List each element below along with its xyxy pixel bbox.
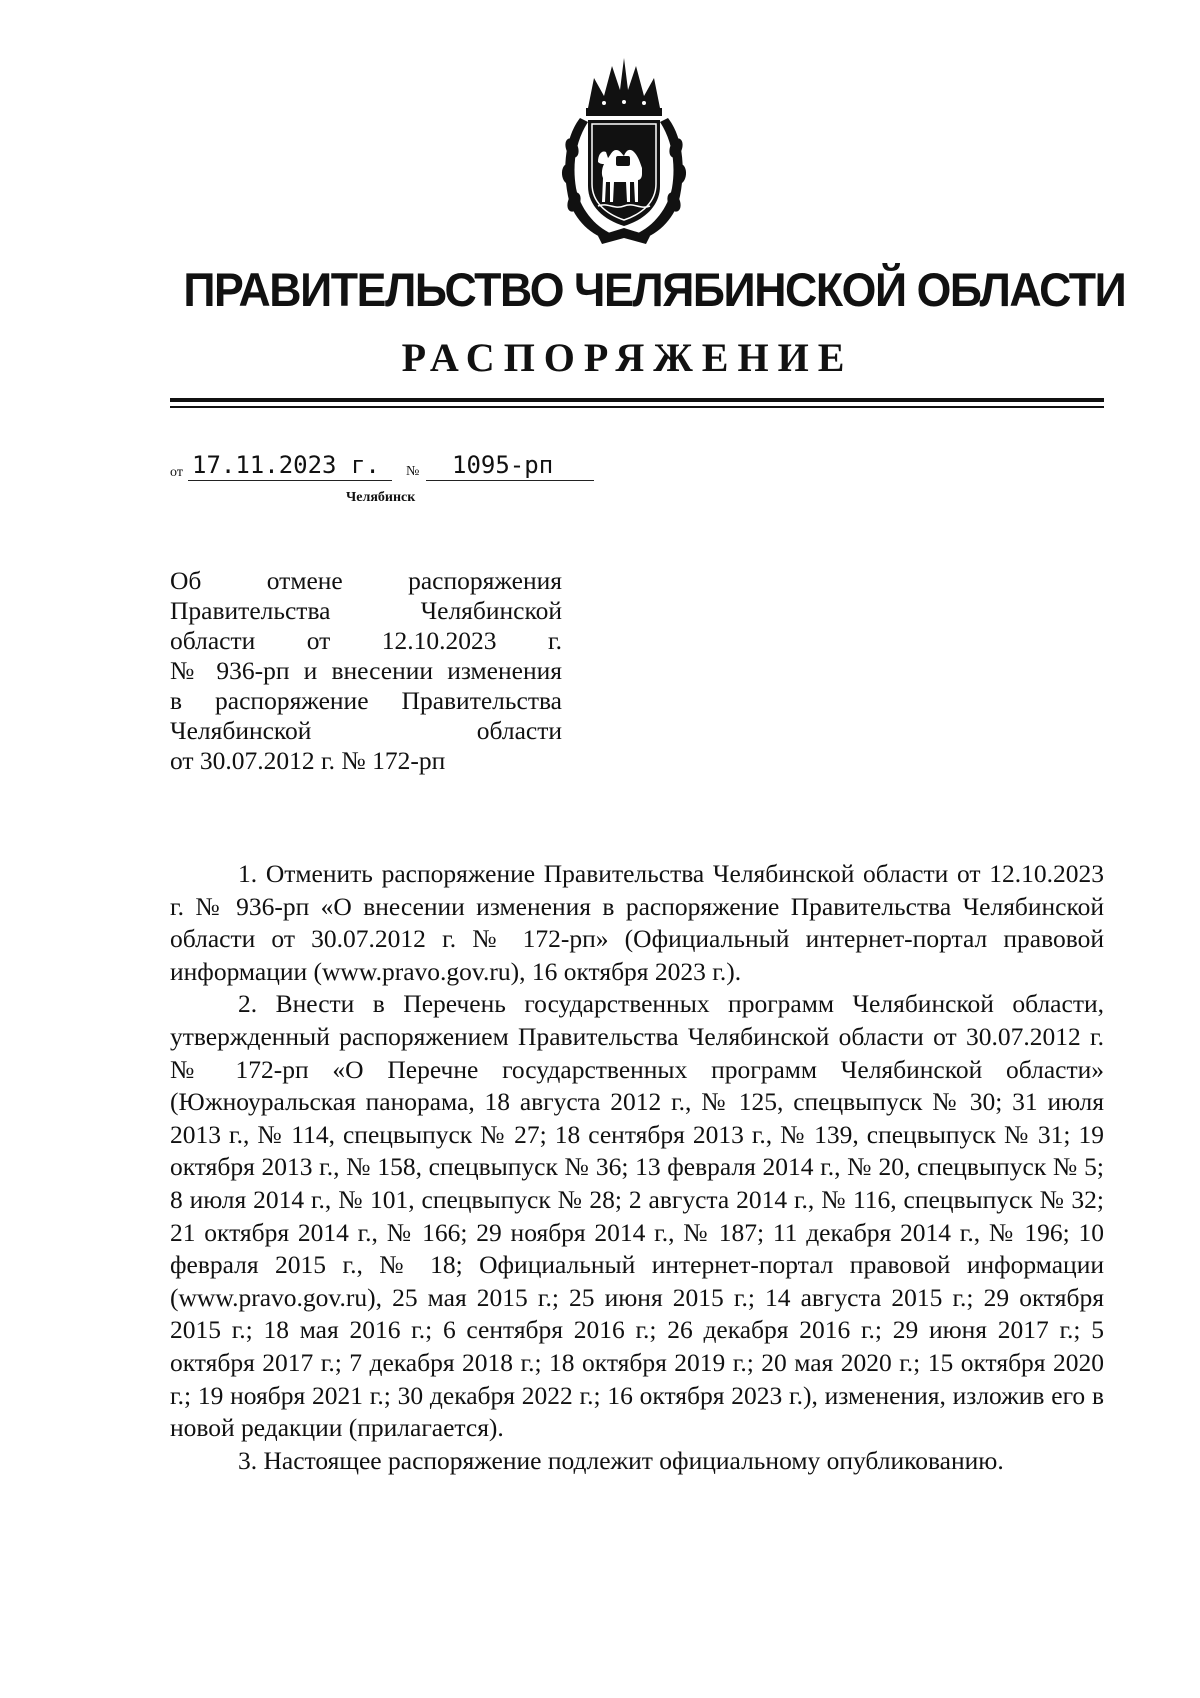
subject-line: № 936-рп и внесении изменения — [170, 656, 562, 685]
subject-line: области от 12.10.2023 г. — [170, 626, 562, 655]
document-type-heading: РАСПОРЯЖЕНИЕ — [401, 335, 854, 380]
header-divider-thick — [170, 398, 1104, 402]
header-divider-thin — [170, 406, 1104, 408]
subject-line: от 30.07.2012 г. № 172-рп — [170, 746, 446, 775]
document-meta — [170, 450, 590, 486]
paragraph-1: 1. Отменить распоряжение Правительства Челябинской области от 12.10.2023 г. № 936-рп «О внесении изменения в распоряжение Правительства Челябинской области от 30.07.2012 г. № 172-рп» (Официальный интернет-портал правовой информации (www.pravo.gov.ru), 16 октября 2023 г.). — [170, 859, 1104, 986]
document-number: 1095-рп — [426, 450, 594, 481]
document-date: 17.11.2023 г. — [188, 450, 392, 481]
subject-line: Об отмене распоряжения — [170, 566, 562, 595]
document-subject — [170, 566, 562, 776]
document-body — [170, 858, 1104, 1477]
chelyabinsk-coat-of-arms-icon — [558, 56, 690, 244]
government-title: ПРАВИТЕЛЬСТВО ЧЕЛЯБИНСКОЙ ОБЛАСТИ — [183, 263, 1126, 316]
document-city: Челябинск — [346, 490, 416, 505]
paragraph-2: 2. Внести в Перечень государственных программ Челябинской области, утвержденный распоряжением Правительства Челябинской области от 30.07.2012 г. № 172-рп «О Перечне государственных программ Челябинской области» (Южноуральская панорама, 18 августа 2012 г., № 125, спецвыпуск № 30; 31 июля 2013 г., № 114, спецвыпуск № 27; 18 сентября 2013 г., № 139, спецвыпуск № 31; 19 октября 2013 г., № 158, спецвыпуск № 36; 13 февраля 2014 г., № 20, спецвыпуск № 5; 8 июля 2014 г., № 101, спецвыпуск № 28; 2 августа 2014 г., № 116, спецвыпуск № 32; 21 октября 2014 г., № 166; 29 ноября 2014 г., № 187; 11 декабря 2014 г., № 196; 10 февраля 2015 г., № 18; Официальный интернет-портал правовой информации (www.pravo.gov.ru), 25 мая 2015 г.; 25 июня 2015 г.; 14 августа 2015 г.; 29 октября 2015 г.; 18 мая 2016 г.; 6 сентября 2016 г.; 26 декабря 2016 г.; 29 июня 2017 г.; 5 октября 2017 г.; 7 декабря 2018 г.; 18 октября 2019 г.; 20 мая 2020 г.; 15 октября 2020 г.; 19 ноября 2021 г.; 30 декабря 2022 г.; 16 октября 2023 г.), изменения, изложив его в новой редакции (прилагается). — [170, 989, 1104, 1443]
subject-line: Правительства Челябинской — [170, 596, 562, 625]
paragraph-3: 3. Настоящее распоряжение подлежит официальному опубликованию. — [238, 1445, 1004, 1475]
subject-line: в распоряжение Правительства — [170, 686, 562, 715]
date-prefix-label: от — [170, 465, 183, 480]
number-label: № — [406, 464, 420, 479]
subject-line: Челябинской области — [170, 716, 562, 745]
